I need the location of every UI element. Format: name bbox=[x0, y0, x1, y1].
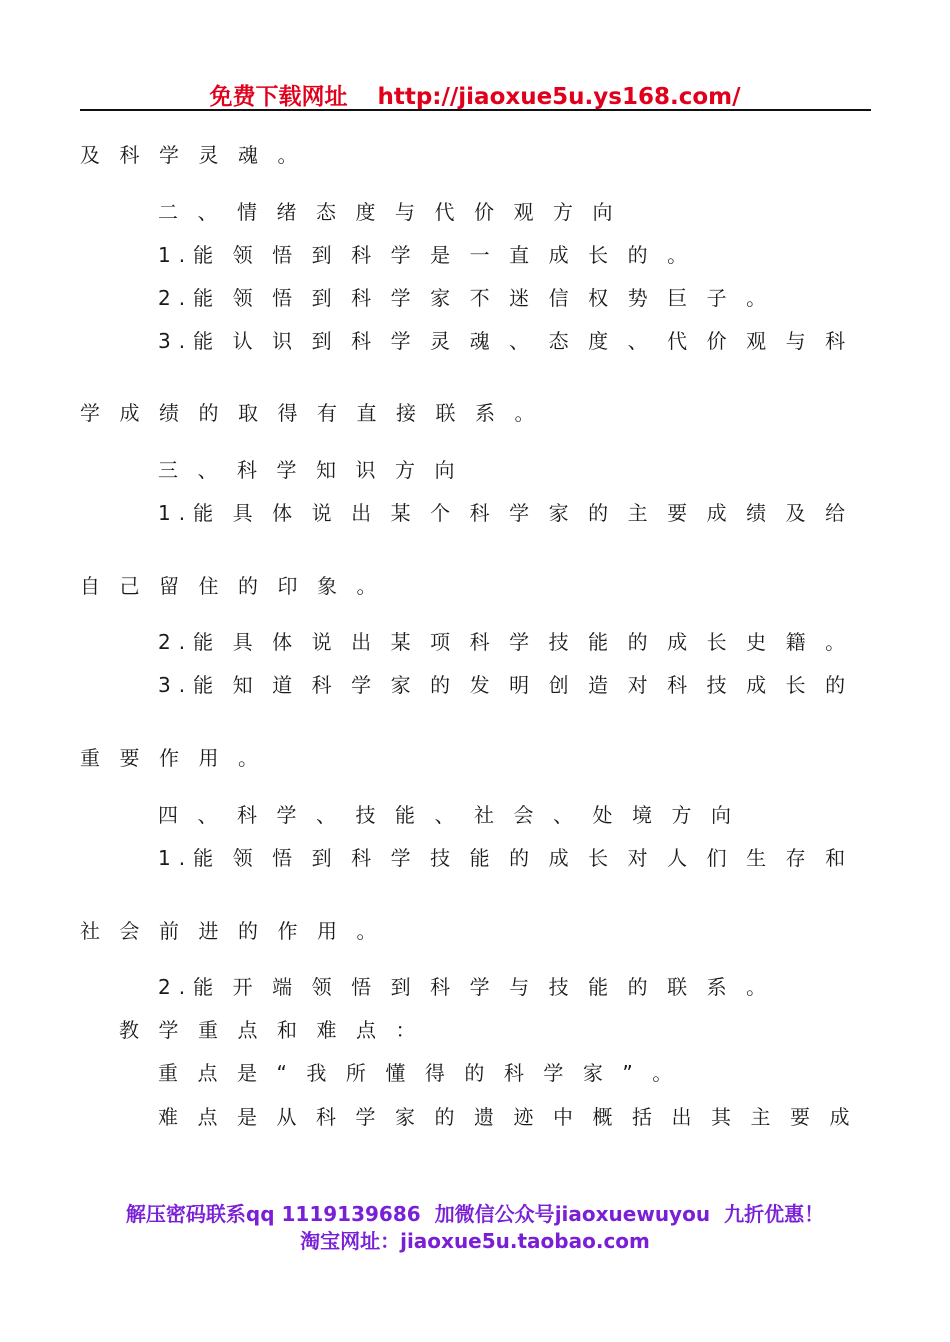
qq-number: qq 1119139686 bbox=[245, 1202, 421, 1226]
section-heading-key-points: 教学重点和难点： bbox=[119, 1018, 435, 1042]
footer-contact: 解压密码联系qq 1119139686 加微信公众号jiaoxuewuyou 九折优惠！ bbox=[125, 1202, 825, 1226]
difficulty-line: 难点是从科学家的遗迹中概括出其主要成 bbox=[158, 1105, 869, 1129]
section-heading-attitude: 二、情绪态度与代价观方向 bbox=[158, 200, 632, 224]
body-line-continuation: 社会前进的作用。 bbox=[80, 919, 396, 943]
list-item: 2.能领悟到科学家不迷信权势巨子。 bbox=[158, 286, 786, 310]
download-label: 免费下载网址 bbox=[209, 84, 348, 110]
taobao-url-link[interactable]: jiaoxue5u.taobao.com bbox=[400, 1229, 650, 1253]
list-item: 1.能领悟到科学是一直成长的。 bbox=[158, 243, 707, 267]
body-line-continuation: 重要作用。 bbox=[80, 746, 278, 770]
list-item: 1.能具体说出某个科学家的主要成绩及给 bbox=[158, 501, 865, 525]
wechat-id: jiaoxuewuyou bbox=[554, 1202, 711, 1226]
list-item: 1.能领悟到科学技能的成长对人们生存和 bbox=[158, 846, 865, 870]
download-url-link[interactable]: http://jiaoxue5u.ys168.com/ bbox=[377, 84, 741, 110]
list-item: 2.能具体说出某项科学技能的成长史籍。 bbox=[158, 630, 865, 654]
key-point-line: 重点是“我所懂得的科学家”。 bbox=[158, 1061, 692, 1085]
list-item: 3.能知道科学家的发明创造对科技成长的 bbox=[158, 673, 865, 697]
section-heading-knowledge: 三、科学知识方向 bbox=[158, 458, 474, 482]
body-line-1: 及科学灵魂。 bbox=[80, 143, 317, 167]
header-divider bbox=[80, 109, 871, 111]
body-line-continuation: 学成绩的取得有直接联系。 bbox=[80, 401, 554, 425]
list-item: 2.能开端领悟到科学与技能的联系。 bbox=[158, 975, 786, 999]
list-item: 3.能认识到科学灵魂、态度、代价观与科 bbox=[158, 329, 865, 353]
section-heading-society: 四、科学、技能、社会、处境方向 bbox=[158, 803, 751, 827]
footer-taobao: 淘宝网址：jiaoxue5u.taobao.com bbox=[300, 1229, 650, 1253]
download-header bbox=[0, 78, 950, 111]
body-line-continuation: 自己留住的印象。 bbox=[80, 574, 396, 598]
